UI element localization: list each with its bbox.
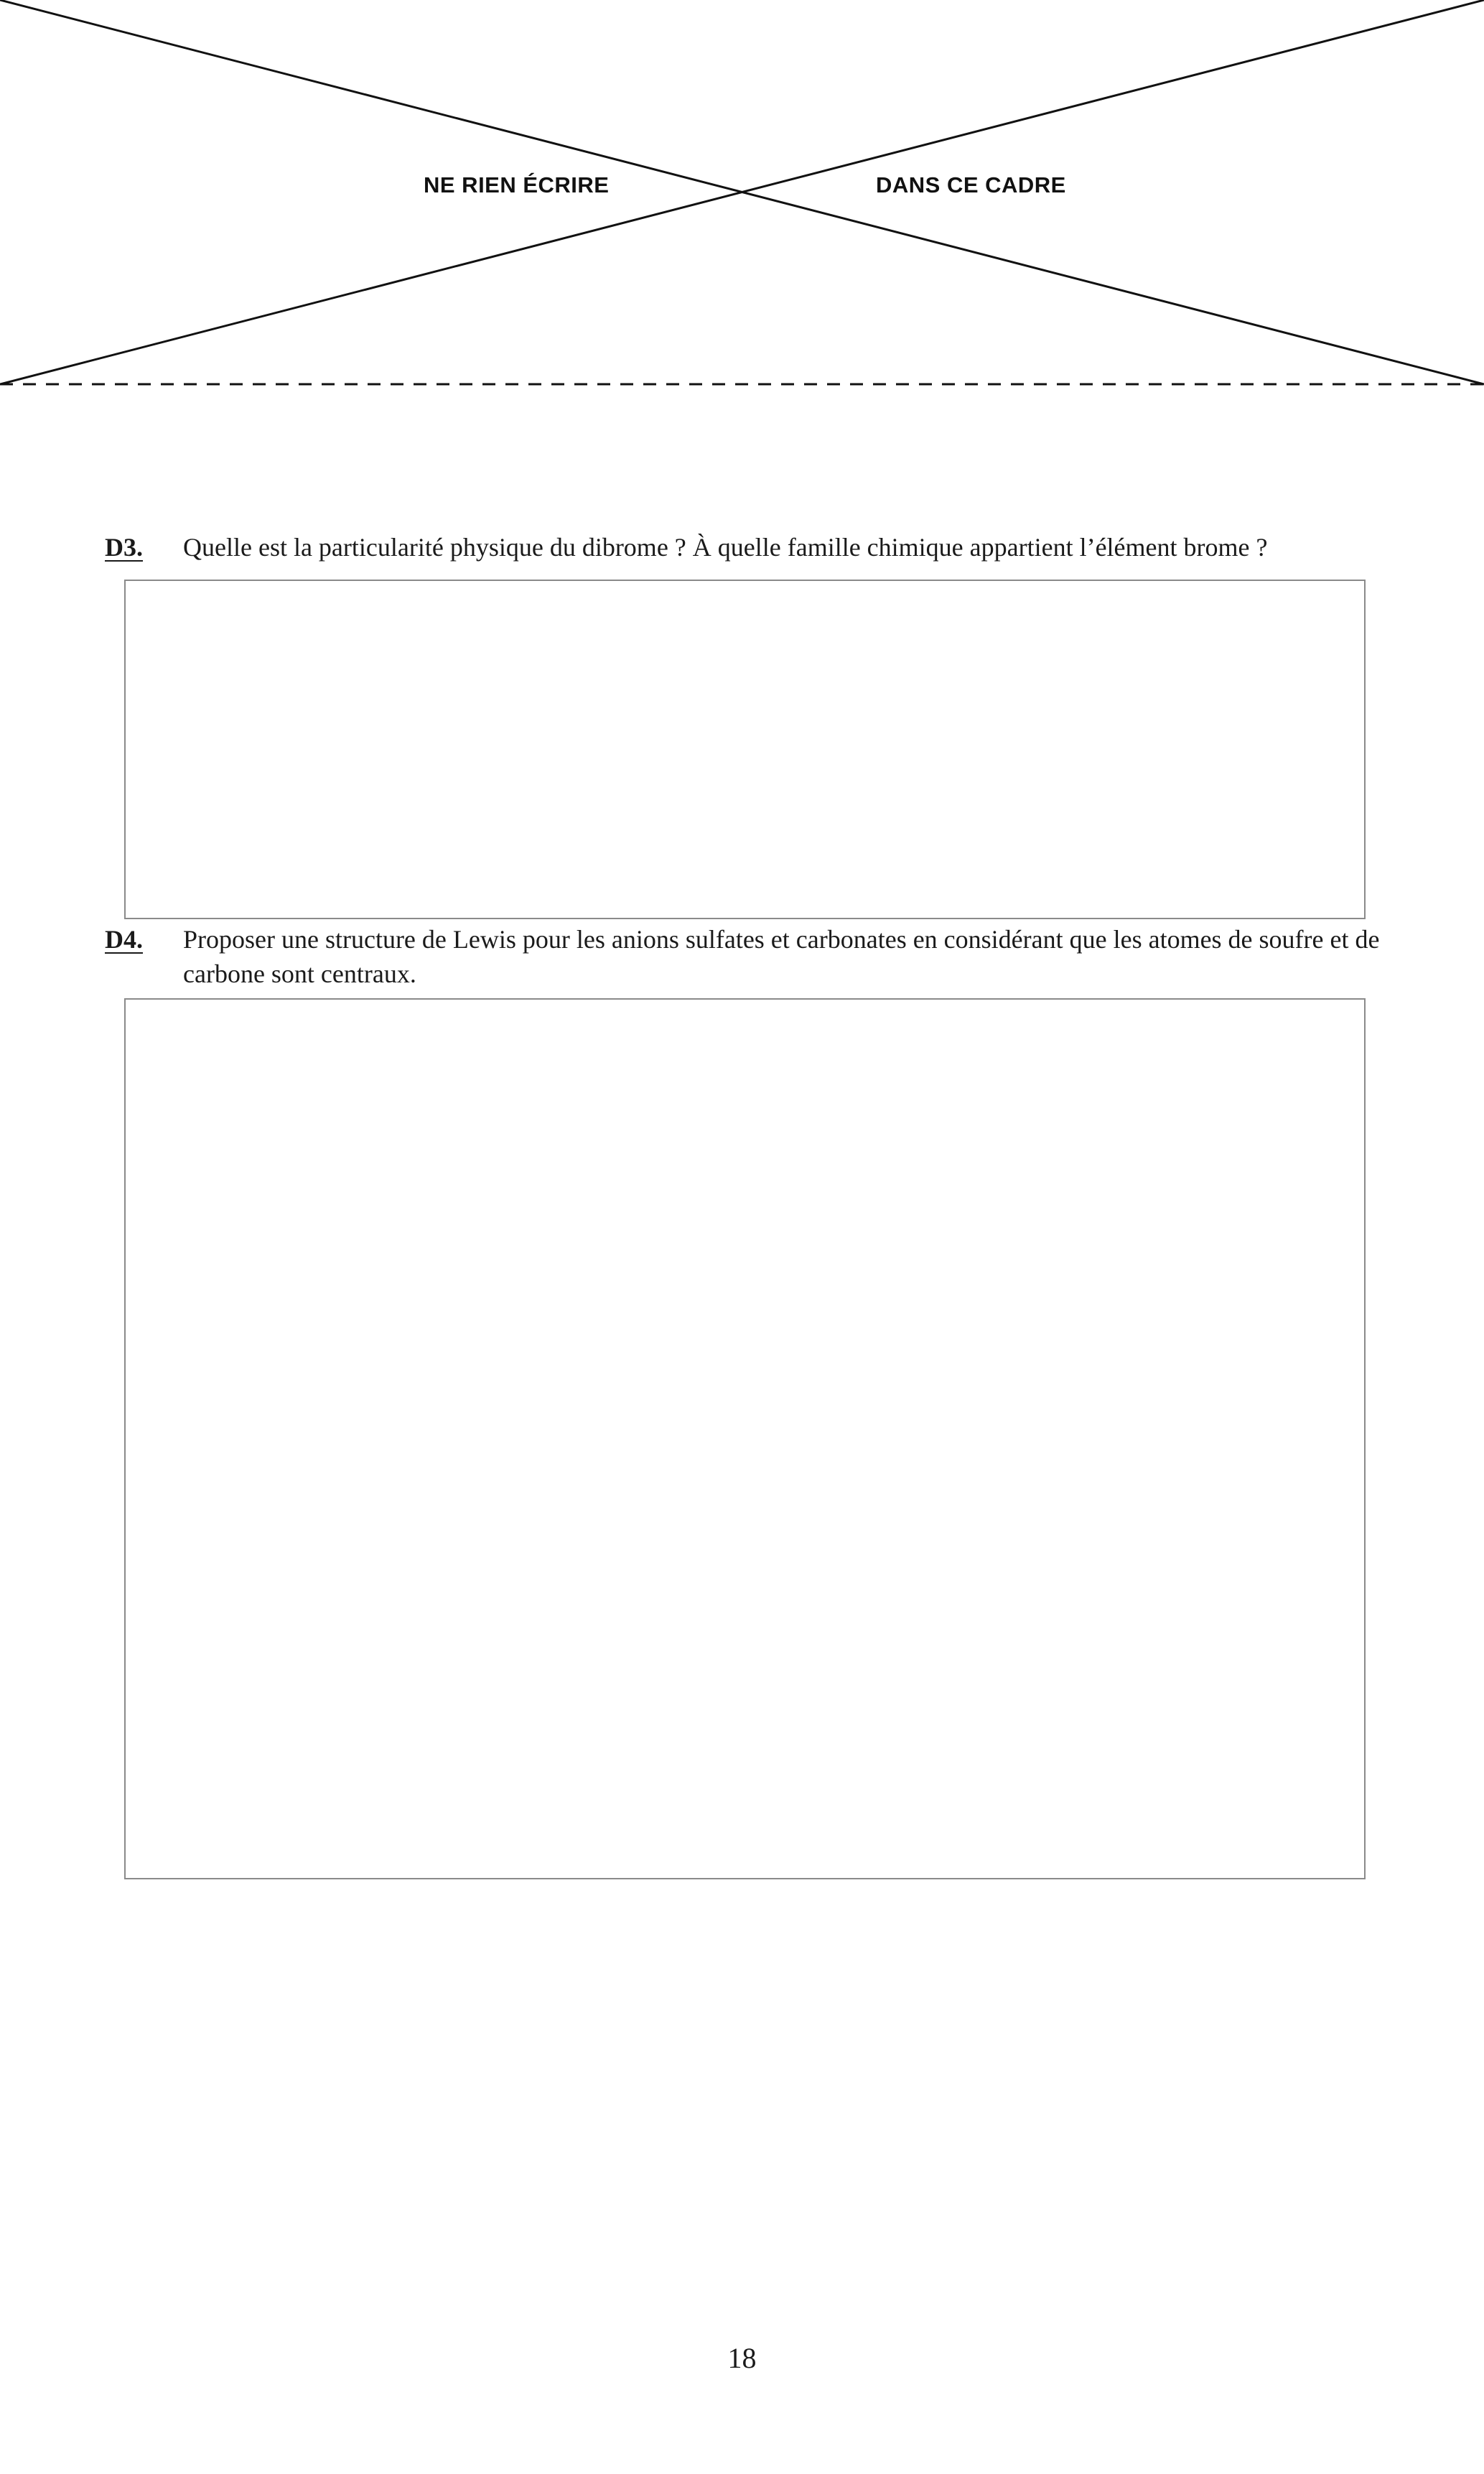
answer-box-d4[interactable] — [124, 998, 1366, 1879]
no-write-label-left: NE RIEN ÉCRIRE — [424, 172, 610, 197]
question-number: D3. — [105, 533, 143, 562]
question-d4 — [105, 922, 1390, 994]
answer-box-d3[interactable] — [124, 580, 1366, 919]
page-number: 18 — [727, 2342, 757, 2374]
question-text: Proposer une structure de Lewis pour les anions sulfates et carbonates en considérant que les atomes de soufre et de carbone sont centraux. — [183, 925, 1380, 988]
question-d3 — [105, 530, 1390, 567]
no-write-label-right: DANS CE CADRE — [876, 172, 1066, 197]
no-write-cross — [0, 0, 1484, 388]
question-text: Quelle est la particularité physique du dibrome ? À quelle famille chimique appartient l’élément brome ? — [183, 533, 1268, 562]
question-number: D4. — [105, 925, 143, 954]
